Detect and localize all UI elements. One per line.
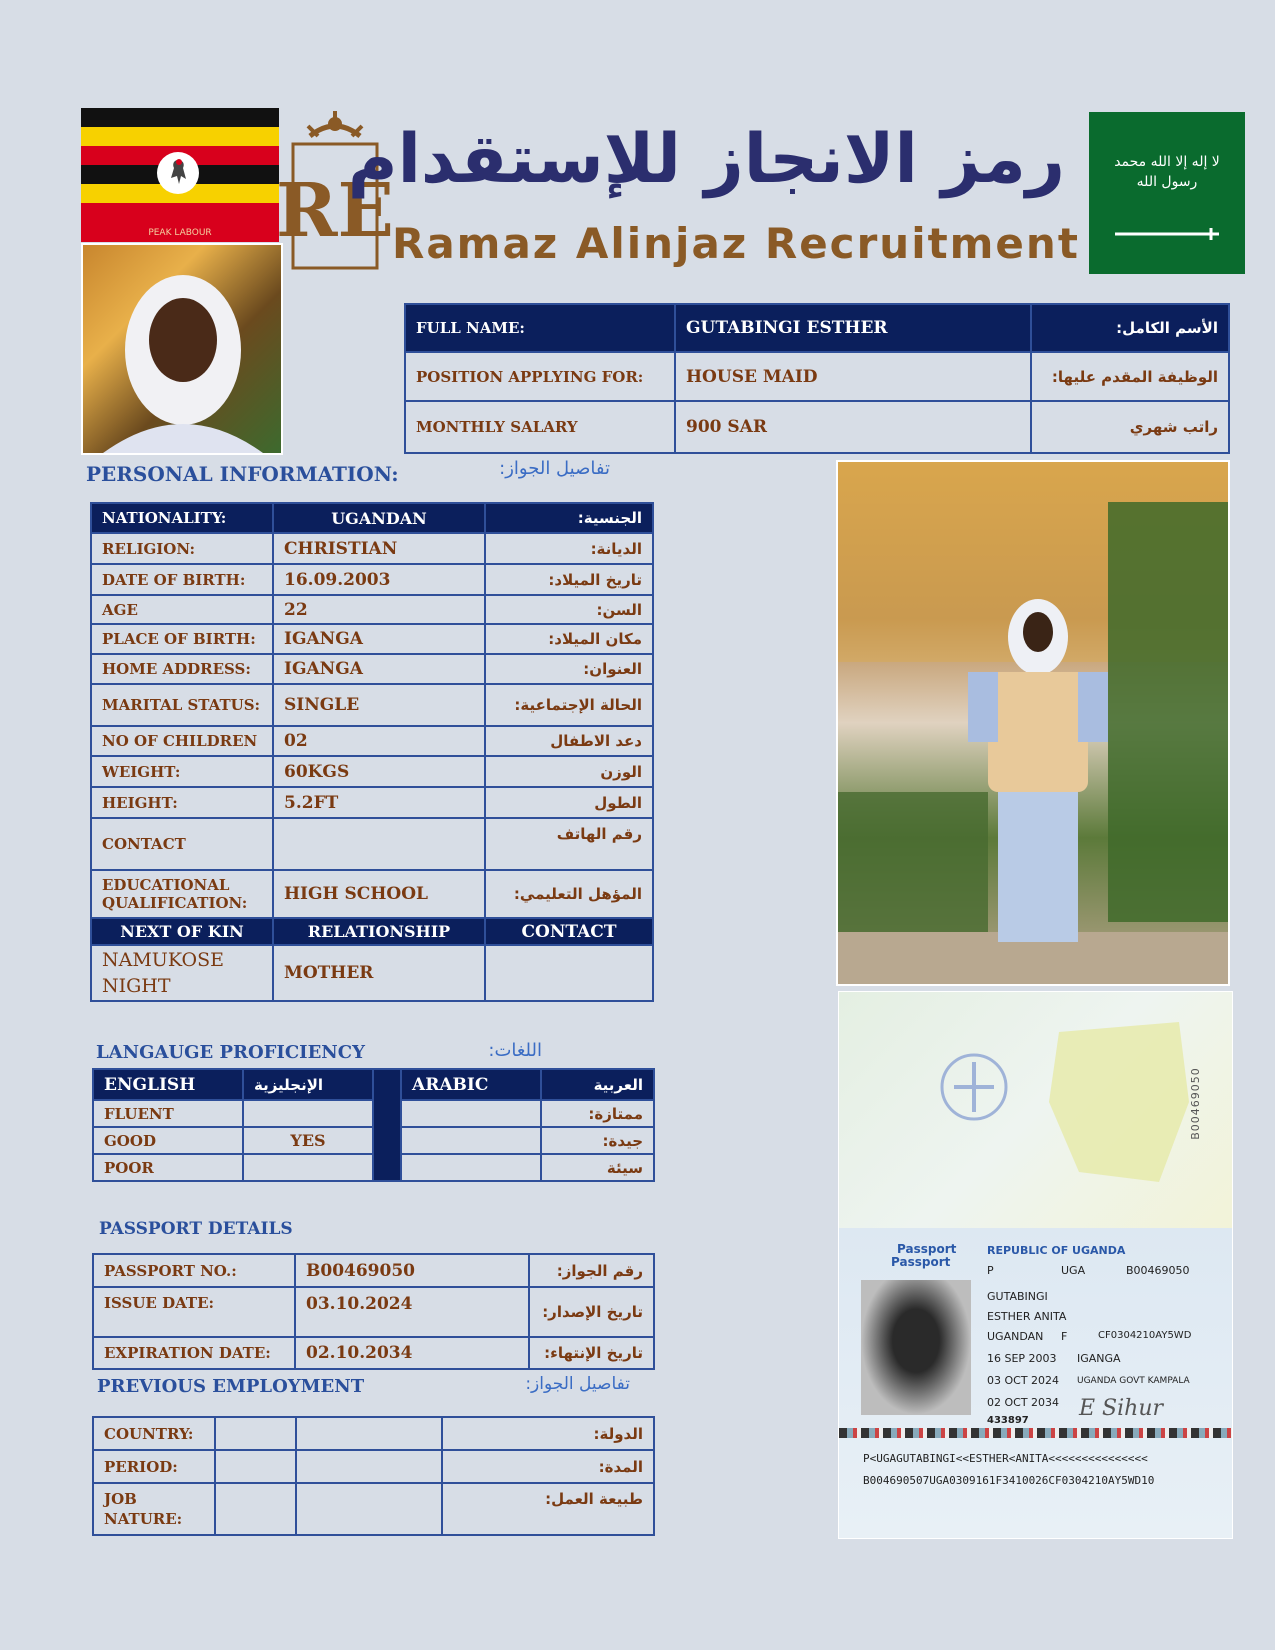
table-row (91, 756, 653, 787)
education-value: HIGH SCHOOL (273, 870, 485, 918)
issue-date-value: 03.10.2024 (295, 1287, 529, 1337)
education-label: EDUCATIONAL QUALIFICATION: (91, 870, 273, 918)
position-value: HOUSE MAID (675, 352, 1031, 401)
height-label: HEIGHT: (91, 787, 273, 818)
age-label: AGE (91, 595, 273, 624)
contact-label: CONTACT (91, 818, 273, 870)
marital-arabic: الحالة الإجتماعية: (485, 684, 653, 726)
weight-label: WEIGHT: (91, 756, 273, 787)
address-value: IGANGA (273, 654, 485, 684)
passport-no-label: PASSPORT NO.: (93, 1254, 295, 1287)
position-label: POSITION APPLYING FOR: (405, 352, 675, 401)
religion-value: CHRISTIAN (273, 533, 485, 564)
employment-title: PREVIOUS EMPLOYMENT (97, 1376, 365, 1397)
passport-strip (839, 1428, 1232, 1438)
poor-label: POOR (93, 1154, 243, 1181)
kin-name: NAMUKOSE NIGHT (91, 945, 273, 1001)
table-row (91, 684, 653, 726)
country-arabic: الدولة: (442, 1417, 654, 1450)
full-name-arabic: الأسم الكامل: (1031, 304, 1229, 352)
uganda-coat-of-arms-icon (919, 1032, 1029, 1142)
marital-label: MARITAL STATUS: (91, 684, 273, 726)
passport-label: Passport (897, 1242, 957, 1256)
passport-scan (838, 991, 1233, 1539)
pob-value: IGANGA (273, 624, 485, 654)
table-row (91, 503, 653, 533)
period-arabic: المدة: (442, 1450, 654, 1483)
personal-info-table (90, 502, 654, 1002)
passport-title: PASSPORT DETAILS (99, 1219, 293, 1239)
height-arabic: الطول (485, 787, 653, 818)
period-cell (215, 1450, 296, 1483)
good-english-value: YES (243, 1127, 373, 1154)
expiry-date-value: 02.10.2034 (295, 1337, 529, 1369)
passport-given-names: ESTHER ANITA (987, 1310, 1067, 1323)
religion-arabic: الديانة: (485, 533, 653, 564)
religion-label: RELIGION: (91, 533, 273, 564)
good-arabic-label: جيدة: (541, 1127, 654, 1154)
issue-date-label: ISSUE DATE: (93, 1287, 295, 1337)
age-value: 22 (273, 595, 485, 624)
table-row (91, 918, 653, 945)
passport-table (92, 1253, 655, 1370)
fluent-label: FLUENT (93, 1100, 243, 1127)
employment-title-arabic: تفاصيل الجواز: (525, 1374, 630, 1394)
table-row (91, 945, 653, 1001)
weight-arabic: الوزن (485, 756, 653, 787)
contact-value (273, 818, 485, 870)
height-value: 5.2FT (273, 787, 485, 818)
kin-relationship: MOTHER (273, 945, 485, 1001)
fluent-english-value (243, 1100, 373, 1127)
summary-table (404, 303, 1230, 454)
personal-info-title-arabic: تفاصيل الجواز: (499, 458, 610, 479)
passport-mrz-line-2: B004690507UGA0309161F3410026CF0304210AY5WD10 (863, 1474, 1155, 1487)
table-row (91, 818, 653, 870)
crane-emblem-icon (157, 152, 199, 194)
employment-table (92, 1416, 655, 1536)
logo-arabic-text: رمز الانجاز للإستقدام (347, 120, 1065, 199)
position-arabic: الوظيفة المقدم عليها: (1031, 352, 1229, 401)
table-row (91, 564, 653, 595)
expiry-date-arabic: تاريخ الإنتهاء: (529, 1337, 654, 1369)
table-row (405, 352, 1229, 401)
fluent-arabic-label: ممتازة: (541, 1100, 654, 1127)
kin-header-contact: CONTACT (485, 918, 653, 945)
passport-label-fr: Passport (891, 1255, 951, 1269)
table-row (93, 1287, 654, 1337)
education-arabic: المؤهل التعليمي: (485, 870, 653, 918)
table-row (93, 1069, 654, 1100)
salary-arabic: راتب شهري (1031, 401, 1229, 453)
country-cell (296, 1417, 442, 1450)
passport-authority: UGANDA GOVT KAMPALA (1077, 1376, 1190, 1386)
passport-issue-date: 03 OCT 2024 (987, 1374, 1060, 1387)
issue-date-arabic: تاريخ الإصدار: (529, 1287, 654, 1337)
period-cell (296, 1450, 442, 1483)
expiry-date-label: EXPIRATION DATE: (93, 1337, 295, 1369)
language-table (92, 1068, 655, 1182)
full-name-label: FULL NAME: (405, 304, 675, 352)
period-label: PERIOD: (93, 1450, 215, 1483)
salary-value: 900 SAR (675, 401, 1031, 453)
logo-english-text: Ramaz Alinjaz Recruitment (392, 219, 1080, 268)
table-row (93, 1337, 654, 1369)
sword-icon (1111, 224, 1223, 244)
table-row (405, 401, 1229, 453)
passport-mrz-line-1: P<UGAGUTABINGI<<ESTHER<ANITA<<<<<<<<<<<<<<< (863, 1452, 1148, 1465)
passport-number: B00469050 (1126, 1264, 1190, 1277)
job-nature-cell (215, 1483, 296, 1535)
pob-arabic: مكان الميلاد: (485, 624, 653, 654)
svg-text:RE: RE (276, 168, 394, 254)
passport-data-page (839, 1228, 1232, 1538)
passport-signature: E Sihur (1079, 1396, 1164, 1421)
contact-arabic: رقم الهاتف (485, 818, 653, 870)
passport-nin: CF0304210AY5WD (1098, 1330, 1192, 1341)
nationality-arabic: الجنسية: (485, 503, 653, 533)
saudi-flag (1089, 112, 1245, 274)
nationality-label: NATIONALITY: (91, 503, 273, 533)
full-length-photo (836, 460, 1230, 986)
passport-side-number: B00469050 (1188, 1067, 1202, 1140)
arabic-header-arabic: العربية (541, 1069, 654, 1100)
children-value: 02 (273, 726, 485, 756)
language-title: LANGAUGE PROFICIENCY (96, 1042, 365, 1063)
passport-republic: REPUBLIC OF UGANDA (987, 1244, 1126, 1257)
english-header: ENGLISH (93, 1069, 243, 1100)
passport-sex: F (1061, 1330, 1068, 1343)
country-label: COUNTRY: (93, 1417, 215, 1450)
dob-value: 16.09.2003 (273, 564, 485, 595)
table-row (93, 1450, 654, 1483)
passport-dob: 16 SEP 2003 (987, 1352, 1057, 1365)
dob-label: DATE OF BIRTH: (91, 564, 273, 595)
table-row (91, 787, 653, 818)
passport-visa-page (839, 992, 1232, 1230)
uganda-flag (81, 108, 279, 242)
table-row (91, 654, 653, 684)
personal-info-title: PERSONAL INFORMATION: (86, 462, 399, 486)
table-row (91, 624, 653, 654)
passport-holder-photo (861, 1280, 971, 1415)
poor-english-value (243, 1154, 373, 1181)
kin-header-relationship: RELATIONSHIP (273, 918, 485, 945)
address-arabic: العنوان: (485, 654, 653, 684)
table-row (405, 304, 1229, 352)
passport-expiry-date: 02 OCT 2034 (987, 1396, 1060, 1409)
language-divider (373, 1069, 401, 1181)
nationality-value: UGANDAN (273, 503, 485, 533)
good-arabic-value (401, 1127, 541, 1154)
age-arabic: السن: (485, 595, 653, 624)
weight-value: 60KGS (273, 756, 485, 787)
salary-label: MONTHLY SALARY (405, 401, 675, 453)
kin-header-name: NEXT OF KIN (91, 918, 273, 945)
passport-surname: GUTABINGI (987, 1290, 1048, 1303)
poor-arabic-value (401, 1154, 541, 1181)
table-row (91, 595, 653, 624)
table-row (93, 1483, 654, 1535)
pob-label: PLACE OF BIRTH: (91, 624, 273, 654)
job-nature-cell (296, 1483, 442, 1535)
table-row (91, 726, 653, 756)
country-cell (215, 1417, 296, 1450)
table-row (93, 1417, 654, 1450)
passport-country: UGA (1061, 1264, 1086, 1277)
passport-no-value: B00469050 (295, 1254, 529, 1287)
dob-arabic: تاريخ الميلاد: (485, 564, 653, 595)
passport-no-arabic: رقم الجواز: (529, 1254, 654, 1287)
poor-arabic-label: سيئة (541, 1154, 654, 1181)
full-name-value: GUTABINGI ESTHER (675, 304, 1031, 352)
fluent-arabic-value (401, 1100, 541, 1127)
children-label: NO OF CHILDREN (91, 726, 273, 756)
saudi-flag-text: لا إله إلا الله محمد رسول الله (1114, 154, 1220, 190)
uganda-map-icon (1039, 1012, 1199, 1192)
passport-pob: IGANGA (1077, 1352, 1121, 1365)
marital-value: SINGLE (273, 684, 485, 726)
passport-type: P (987, 1264, 994, 1277)
children-arabic: دعد الاطفال (485, 726, 653, 756)
language-title-arabic: اللغات: (488, 1040, 542, 1061)
passport-can: 433897 (987, 1415, 1029, 1426)
job-nature-label: JOB NATURE: (93, 1483, 215, 1535)
address-label: HOME ADDRESS: (91, 654, 273, 684)
good-label: GOOD (93, 1127, 243, 1154)
table-row (91, 870, 653, 918)
table-row (93, 1254, 654, 1287)
kin-contact (485, 945, 653, 1001)
job-nature-arabic: طبيعة العمل: (442, 1483, 654, 1535)
arabic-header: ARABIC (401, 1069, 541, 1100)
passport-nationality: UGANDAN (987, 1330, 1044, 1343)
portrait-photo (81, 243, 283, 455)
english-header-arabic: الإنجليزية (243, 1069, 373, 1100)
table-row (91, 533, 653, 564)
flag-text: PEAK LABOUR (81, 222, 279, 242)
